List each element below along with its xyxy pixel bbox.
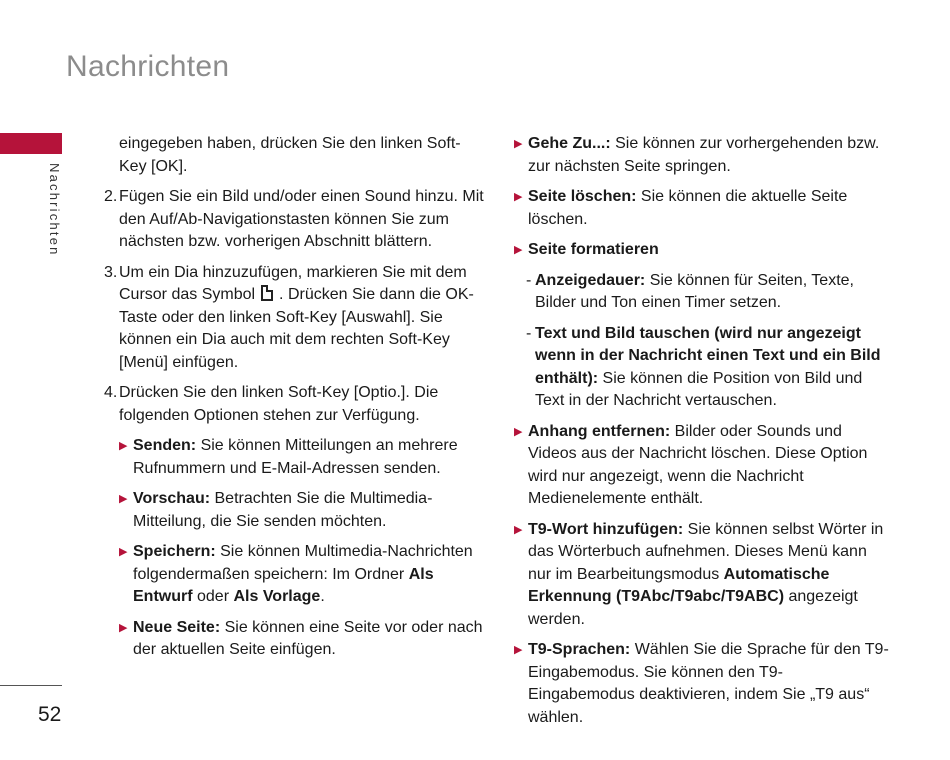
option-vorschau [104,488,484,533]
page-title: Nachrichten [66,50,230,83]
option-text [133,617,484,662]
option-text [528,519,889,632]
option-anhang-entfernen [514,421,889,511]
option-text [528,186,889,231]
option-label: Vorschau: [133,490,211,507]
page-number: 52 [38,703,62,726]
triangle-right-icon: ▶ [514,425,523,438]
option-label: Gehe Zu...: [528,135,611,152]
document-icon [261,285,273,301]
step-text: Fügen Sie ein Bild und/oder einen Sound hinzu. Mit den Auf/Ab-Navigationstasten können Sie zum nächsten bzw. vorherigen Abschnitt blättern. [119,188,484,250]
footer-rule [0,685,62,686]
left-column [104,133,484,670]
option-desc: Sie können Multimedia-Nachrichten folgendermaßen speichern: Im Ordner [133,543,473,583]
step-2 [104,186,484,254]
suboption-label: Text und Bild tauschen (wird nur angezeigt wenn in der Nachricht einen Text und ein Bild enthält): [535,324,881,387]
option-desc: Bilder oder Sounds und Videos aus der Nachricht löschen. Diese Option wird nur angezeigt, wenn die Nachricht Medienelemente enthält. [528,422,868,507]
step-text-part: . Drücken Sie dann die OK-Taste oder den linken Soft-Key [Auswahl]. Sie können ein Dia auch mit dem rechten Soft-Key [Menü] einfügen. [119,286,474,371]
triangle-right-icon: ▶ [119,440,128,452]
step-4 [104,382,484,427]
triangle-right-icon: ▶ [514,191,523,203]
option-label: T9-Sprachen: [528,641,631,658]
dash-marker: - [526,324,532,342]
option-text [528,639,889,729]
suboption-label: Anzeigedauer: [535,271,646,289]
triangle-right-icon: ▶ [119,546,128,558]
option-label: Neue Seite: [133,618,221,636]
step-text-part: Um ein Dia hinzuzufügen, markieren Sie mit dem Cursor das Symbol [119,263,467,303]
option-t9-wort-hinzufuegen [514,519,889,632]
step-number: 3. [104,263,118,281]
option-seite-formatieren [514,239,889,262]
option-gehe-zu [514,133,889,178]
option-desc: Sie können die aktuelle Seite löschen. [528,188,848,228]
triangle-right-icon: ▶ [119,621,128,634]
option-desc: Betrachten Sie die Multimedia-Mitteilung, die Sie senden möchten. [133,490,433,530]
triangle-right-icon: ▶ [514,138,523,150]
suboption-text [535,323,889,413]
option-label: Senden: [133,437,197,454]
suboption-anzeigedauer [526,270,889,315]
option-desc: Sie können eine Seite vor oder nach der aktuellen Seite einfügen. [133,618,483,658]
suboption-desc: Sie können für Seiten, Texte, Bilder und Ton einen Timer setzen. [535,271,854,311]
option-label: Anhang entfernen: [528,422,671,440]
folder-name: Als Entwurf [133,565,434,605]
step-number: 4. [104,384,118,401]
option-desc: Sie können Mitteilungen an mehrere Rufnummern und E-Mail-Adressen senden. [133,437,458,477]
triangle-right-icon: ▶ [119,493,128,505]
option-text [133,435,484,480]
option-desc: Sie können selbst Wörter in das Wörterbuch aufnehmen. Dieses Menü kann nur im Bearbeitungsmodus [528,520,884,583]
option-text [528,421,889,511]
step-3 [104,262,484,375]
option-text [133,541,484,609]
option-label: Seite löschen: [528,188,637,205]
option-label: Seite formatieren [528,241,659,258]
suboption-text-bild-tauschen [526,323,889,413]
option-speichern [104,541,484,609]
continued-step-text: eingegeben haben, drücken Sie den linken Soft-Key [OK]. [119,135,461,175]
folder-name: Als Vorlage [233,588,321,605]
mode-name: Automatische Erkennung (T9Abc/T9abc/T9ABC) [528,565,830,605]
suboption-text [535,270,889,315]
option-desc: Wählen Sie die Sprache für den T9-Eingabemodus. Sie können den T9-Eingabemodus deaktivieren, indem Sie „T9 aus“ wählen. [528,641,889,726]
option-label: Speichern: [133,543,216,560]
section-side-label: Nachrichten [47,163,62,257]
option-desc: oder [192,588,234,605]
step-number: 2. [104,188,118,205]
option-seite-loeschen [514,186,889,231]
dash-marker: - [526,271,532,289]
option-label: T9-Wort hinzufügen: [528,520,684,538]
option-senden [104,435,484,480]
section-tab-marker [0,133,62,154]
option-text [528,133,889,178]
option-desc: Sie können zur vorhergehenden bzw. zur nächsten Seite springen. [528,135,880,175]
option-text [133,488,484,533]
step-text: Drücken Sie den linken Soft-Key [Optio.]. Die folgenden Optionen stehen zur Verfügung. [119,384,439,424]
option-neue-seite [104,617,484,662]
right-column [514,133,889,737]
suboption-desc: Sie können die Position von Bild und Text in der Nachricht vertauschen. [535,369,863,409]
triangle-right-icon: ▶ [514,244,523,256]
option-desc: . [320,588,325,605]
triangle-right-icon: ▶ [514,523,523,536]
triangle-right-icon: ▶ [514,644,523,656]
option-t9-sprachen [514,639,889,729]
step-text [119,262,484,375]
option-desc: angezeigt werden. [528,588,858,628]
